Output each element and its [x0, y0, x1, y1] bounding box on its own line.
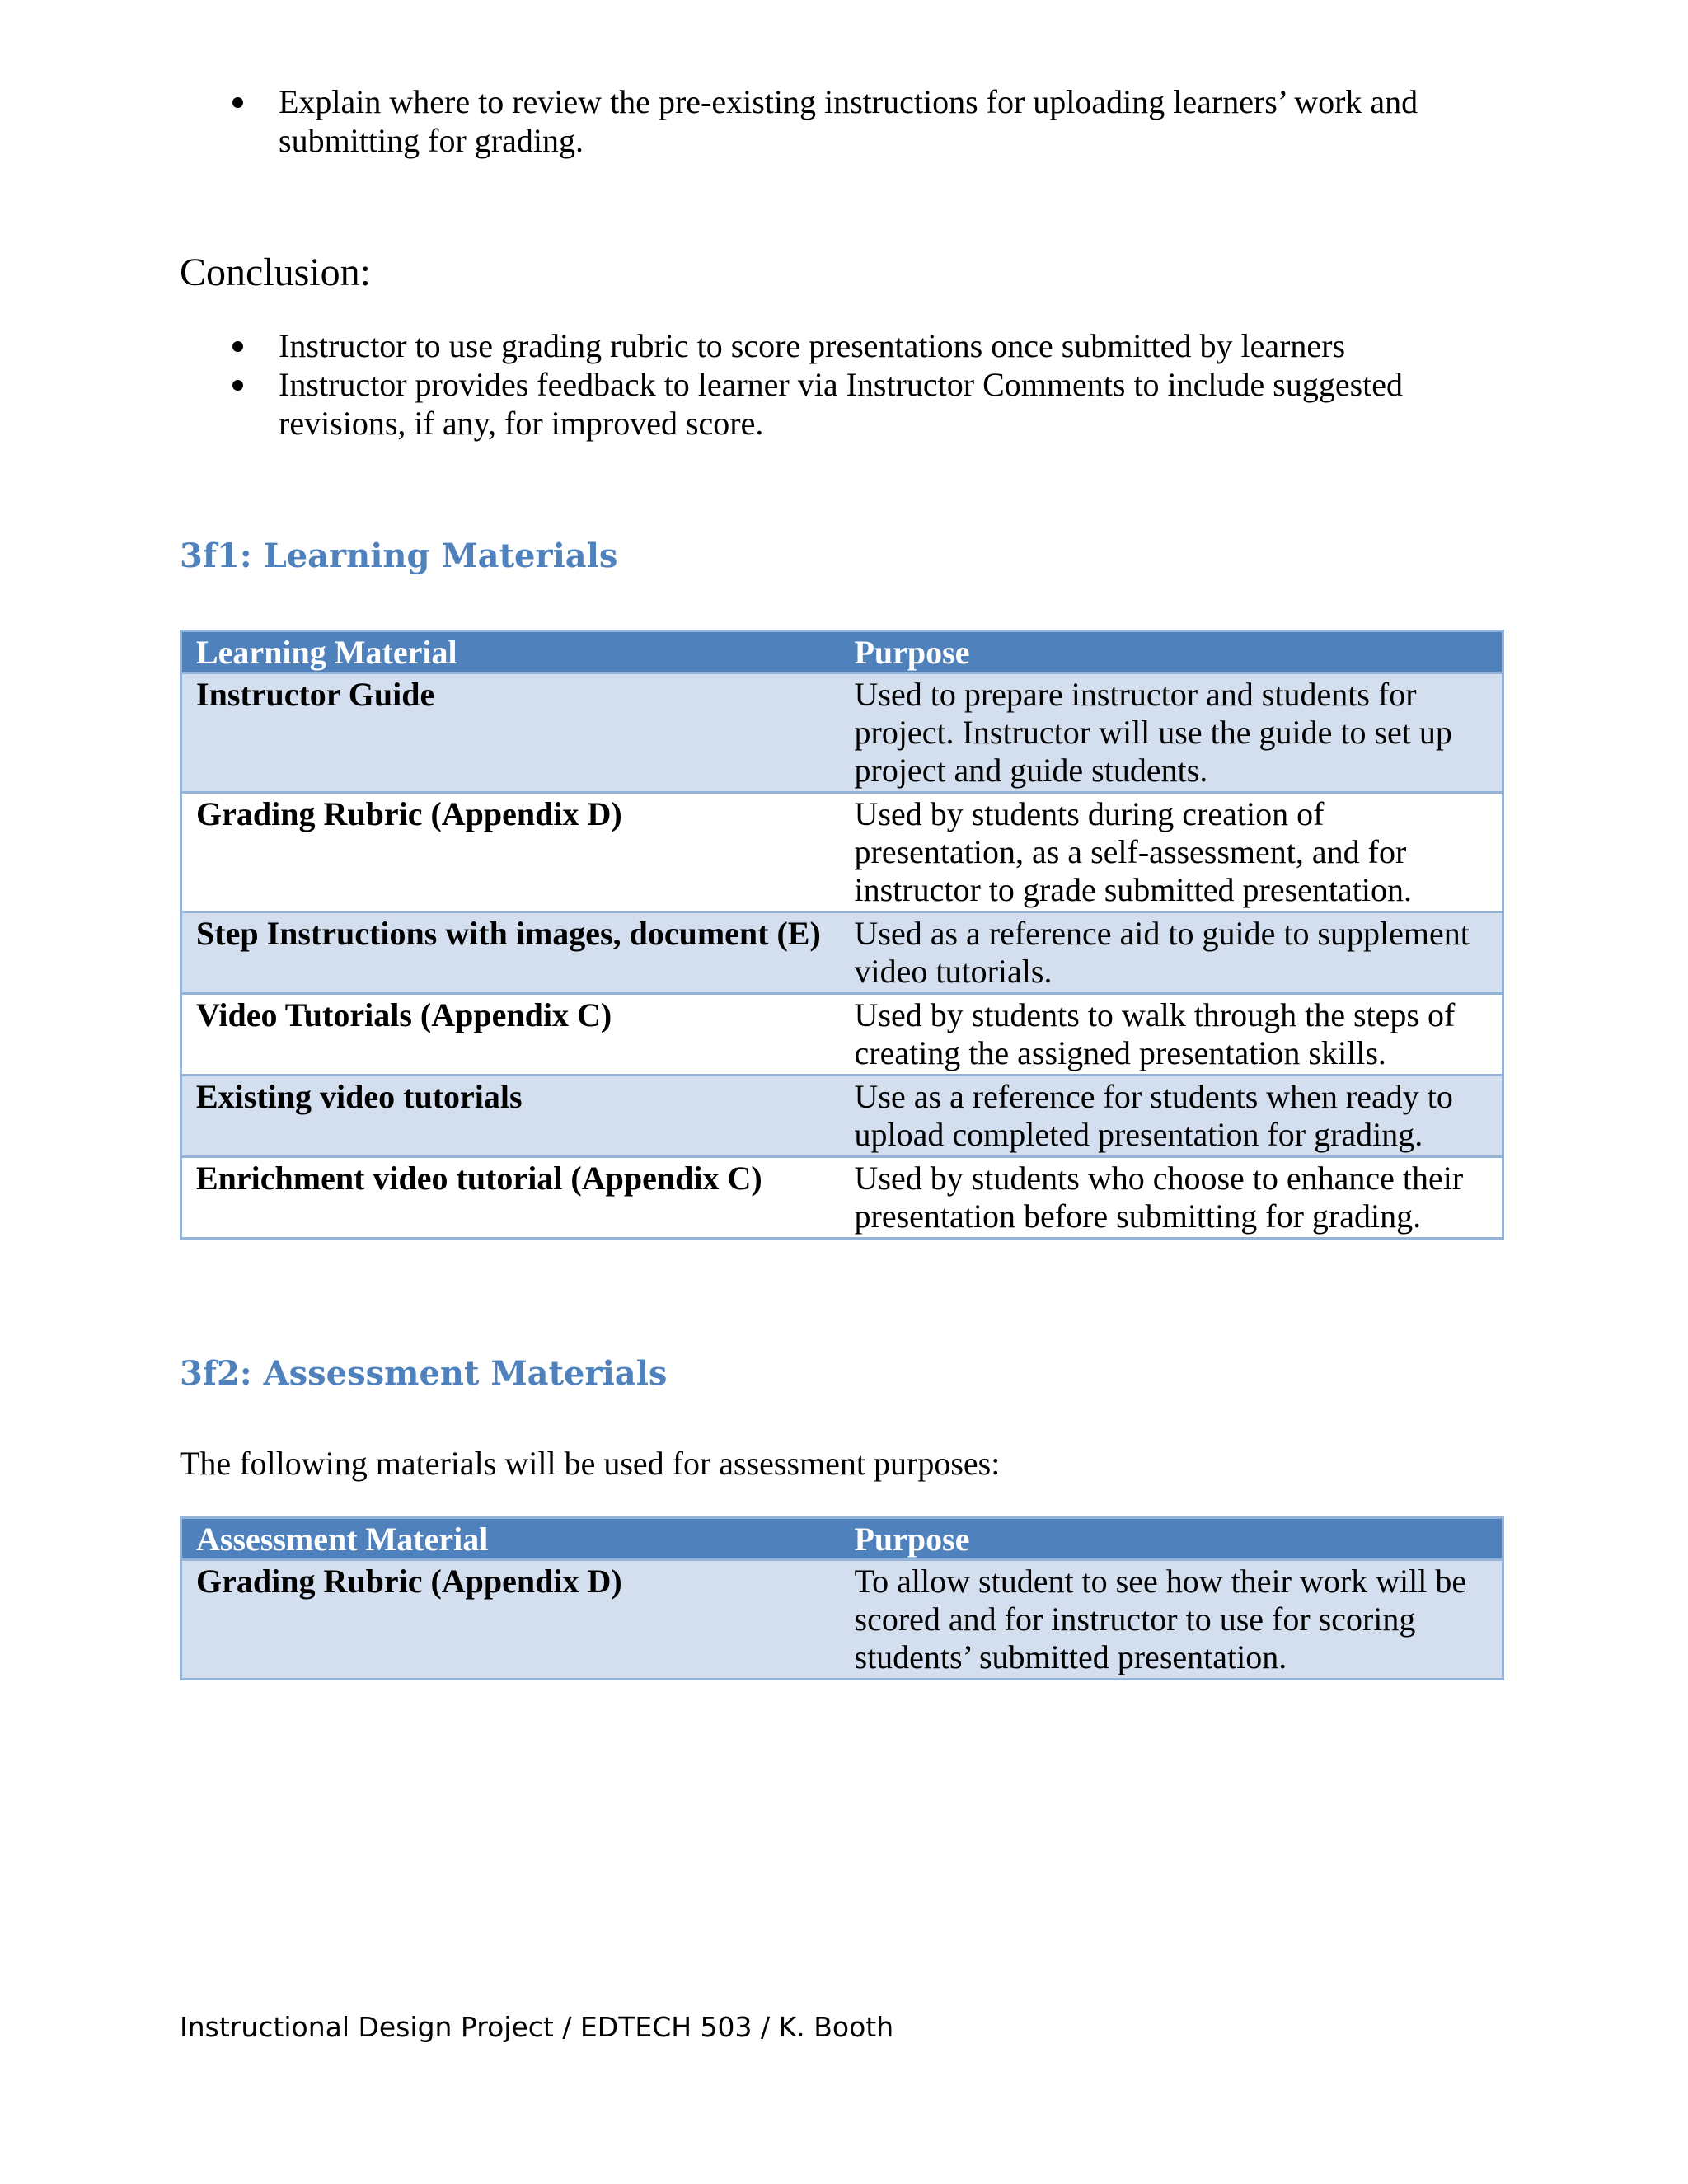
purpose-cell: Used as a reference aid to guide to supplement video tutorials. — [841, 912, 1503, 994]
purpose-cell: To allow student to see how their work will be scored and for instructor to use for scoring students’ submitted presentation. — [841, 1560, 1503, 1680]
purpose-cell: Used by students during creation of presentation, as a self-assessment, and for instructor to grade submitted presentation. — [841, 793, 1503, 912]
material-cell: Enrichment video tutorial (Appendix C) — [181, 1157, 841, 1239]
purpose-cell: Used to prepare instructor and students for project. Instructor will use the guide to set up project and guide students. — [841, 673, 1503, 793]
assessment-materials-heading: 3f2: Assessment Materials — [180, 1354, 668, 1393]
material-cell: Video Tutorials (Appendix C) — [181, 994, 841, 1076]
table-row — [181, 1157, 1503, 1239]
conclusion-bullet-list — [279, 326, 1498, 443]
purpose-cell: Use as a reference for students when ready to upload completed presentation for grading. — [841, 1076, 1503, 1157]
bullet-item: Instructor provides feedback to learner via Instructor Comments to include suggested revisions, if any, for improved score. — [279, 365, 1498, 443]
bullet-item: Instructor to use grading rubric to score presentations once submitted by learners — [279, 326, 1498, 365]
column-header-purpose: Purpose — [841, 1518, 1503, 1560]
assessment-intro-text: The following materials will be used for assessment purposes: — [180, 1445, 1001, 1482]
bullet-item: Explain where to review the pre-existing instructions for uploading learners’ work and submitting for grading. — [279, 82, 1498, 160]
table-row — [181, 673, 1503, 793]
learning-materials-heading: 3f1: Learning Materials — [180, 537, 618, 575]
table-row — [181, 1560, 1503, 1680]
material-cell: Step Instructions with images, document (E) — [181, 912, 841, 994]
column-header-material: Learning Material — [181, 631, 841, 673]
table-row — [181, 793, 1503, 912]
table-row — [181, 912, 1503, 994]
table-row — [181, 1076, 1503, 1157]
page-footer: Instructional Design Project / EDTECH 503 / K. Booth — [180, 2011, 894, 2043]
table-header-row — [181, 631, 1503, 673]
table-row — [181, 994, 1503, 1076]
material-cell: Grading Rubric (Appendix D) — [181, 1560, 841, 1680]
material-cell: Grading Rubric (Appendix D) — [181, 793, 841, 912]
purpose-cell: Used by students who choose to enhance their presentation before submitting for grading. — [841, 1157, 1503, 1239]
material-cell: Instructor Guide — [181, 673, 841, 793]
column-header-material: Assessment Material — [181, 1518, 841, 1560]
assessment-materials-table — [180, 1516, 1504, 1680]
learning-materials-table — [180, 630, 1504, 1240]
purpose-cell: Used by students to walk through the steps of creating the assigned presentation skills. — [841, 994, 1503, 1076]
material-cell: Existing video tutorials — [181, 1076, 841, 1157]
conclusion-heading: Conclusion: — [180, 251, 372, 294]
table-header-row — [181, 1518, 1503, 1560]
intro-bullet-list — [279, 82, 1498, 160]
column-header-purpose: Purpose — [841, 631, 1503, 673]
